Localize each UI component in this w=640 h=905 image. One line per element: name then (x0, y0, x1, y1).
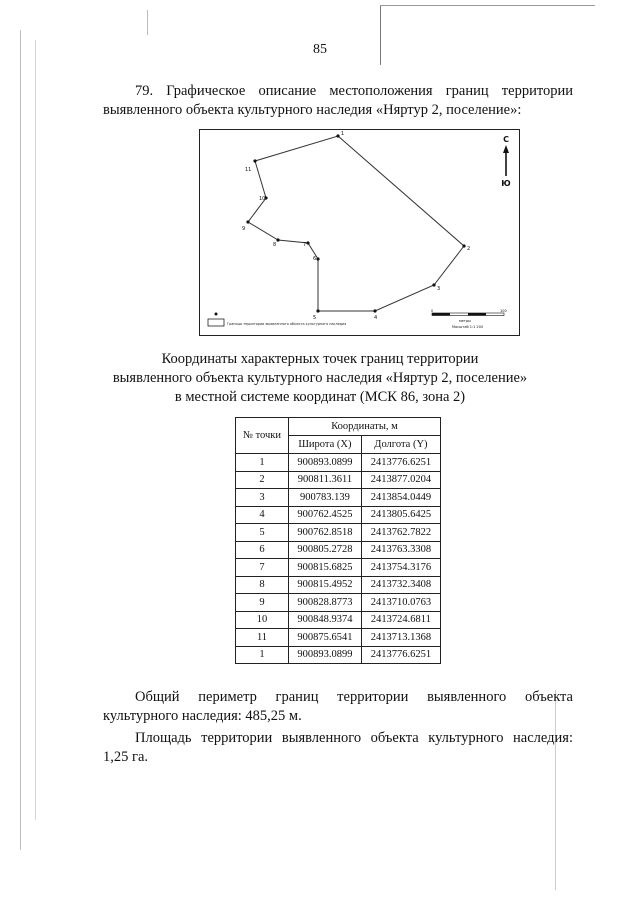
boundary-plan (199, 129, 520, 336)
north-arrow-icon (501, 135, 510, 188)
svg-text:Ю: Ю (501, 179, 511, 188)
cell-point-number: 5 (236, 524, 289, 542)
table-caption-line-3: в местной системе координат (МСК 86, зона 2) (174, 389, 466, 405)
scale-ratio-label: Масштаб 1:1 200 (452, 325, 484, 329)
cell-point-number: 11 (236, 629, 289, 647)
area-line-2: 1,25 га. (103, 749, 149, 765)
vertex-6 (316, 257, 319, 260)
svg-text:0: 0 (431, 309, 434, 313)
table-row (236, 629, 441, 647)
cell-longitude: 2413762.7822 (361, 524, 440, 542)
cell-latitude: 900805.2728 (289, 541, 362, 559)
vertex-label: 10 (259, 196, 266, 202)
cell-point-number: 10 (236, 611, 289, 629)
vertex-9 (246, 220, 249, 223)
table-caption (0, 350, 640, 407)
cell-longitude: 2413754.3176 (361, 559, 440, 577)
cell-latitude: 900815.4952 (289, 576, 362, 594)
perimeter-line-1: Общий периметр границ территории выявленного объекта (135, 689, 573, 705)
table-row (236, 524, 441, 542)
cell-longitude: 2413805.6425 (361, 506, 440, 524)
scale-bar (431, 309, 507, 329)
cell-latitude: 900875.6541 (289, 629, 362, 647)
table-row (236, 541, 441, 559)
scan-artifact-line (20, 30, 21, 850)
cell-point-number: 7 (236, 559, 289, 577)
table-row (236, 471, 441, 489)
svg-text:С: С (503, 135, 509, 144)
coordinates-table (235, 417, 441, 664)
vertex-3 (432, 283, 435, 286)
vertex-7 (306, 241, 309, 244)
section-heading-line-2: выявленного объекта культурного наследия «Няртур 2, поселение»: (103, 102, 522, 118)
table-row (236, 646, 441, 664)
cell-longitude: 2413713.1368 (361, 629, 440, 647)
vertex-4 (373, 309, 376, 312)
cell-point-number: 4 (236, 506, 289, 524)
boundary-vertices (246, 134, 465, 312)
cell-longitude: 2413732.3408 (361, 576, 440, 594)
cell-longitude: 2413724.6811 (361, 611, 440, 629)
header-point-number: № точки (236, 418, 289, 454)
cell-latitude: 900811.3611 (289, 471, 362, 489)
section-heading-line-1: 79. Графическое описание местоположения границ территории (135, 83, 573, 99)
vertex-label: 11 (245, 167, 252, 173)
cell-latitude: 900848.9374 (289, 611, 362, 629)
vertex-label: 2 (467, 246, 471, 252)
cell-longitude: 2413776.6251 (361, 646, 440, 664)
cell-latitude: 900828.8773 (289, 594, 362, 612)
legend-text: Граница территории выявленного объекта культурного наследия (227, 322, 347, 326)
scan-artifact-line (35, 40, 36, 820)
header-coordinates: Координаты, м (289, 418, 441, 436)
cell-point-number: 2 (236, 471, 289, 489)
vertex-11 (253, 159, 256, 162)
vertex-label: 4 (374, 315, 378, 321)
vertex-label: 3 (437, 286, 441, 292)
vertex-8 (276, 238, 279, 241)
table-row (236, 489, 441, 507)
vertex-label: 5 (313, 315, 317, 321)
cell-latitude: 900893.0899 (289, 454, 362, 472)
svg-text:100: 100 (500, 309, 507, 313)
header-longitude: Долгота (Y) (361, 436, 440, 454)
table-row (236, 594, 441, 612)
cell-point-number: 1 (236, 646, 289, 664)
table-caption-line-2: выявленного объекта культурного наследия «Няртур 2, поселение» (112, 370, 528, 386)
cell-latitude: 900762.8518 (289, 524, 362, 542)
table-caption-line-1: Координаты характерных точек границ территории (161, 351, 479, 367)
vertex-label: 7 (303, 242, 307, 248)
vertex-1 (336, 134, 339, 137)
cell-point-number: 1 (236, 454, 289, 472)
vertex-label: 8 (273, 242, 277, 248)
table-row (236, 559, 441, 577)
scale-unit-label: метры (459, 319, 471, 323)
boundary-polygon (248, 136, 464, 311)
vertex-label: 1 (341, 131, 345, 137)
cell-latitude: 900762.4525 (289, 506, 362, 524)
cell-point-number: 6 (236, 541, 289, 559)
cell-longitude: 2413776.6251 (361, 454, 440, 472)
cell-latitude: 900783.139 (289, 489, 362, 507)
scan-artifact-line (147, 10, 148, 35)
legend-symbol (208, 319, 224, 326)
scan-artifact-line (380, 5, 595, 6)
table-row (236, 506, 441, 524)
cell-latitude: 900815.6825 (289, 559, 362, 577)
header-latitude: Широта (X) (289, 436, 362, 454)
cell-point-number: 9 (236, 594, 289, 612)
vertex-5 (316, 309, 319, 312)
cell-point-number: 8 (236, 576, 289, 594)
table-row (236, 454, 441, 472)
page-number: 85 (313, 42, 327, 57)
cell-longitude: 2413877.0204 (361, 471, 440, 489)
cell-longitude: 2413710.0763 (361, 594, 440, 612)
vertex-label: 9 (242, 226, 246, 232)
cell-longitude: 2413854.0449 (361, 489, 440, 507)
vertex-2 (462, 244, 465, 247)
area-line-1: Площадь территории выявленного объекта культурного наследия: (135, 730, 573, 746)
cell-latitude: 900893.0899 (289, 646, 362, 664)
vertex-label: 6 (313, 256, 317, 262)
perimeter-line-2: культурного наследия: 485,25 м. (103, 708, 302, 724)
plan-legend (208, 313, 346, 327)
table-row (236, 576, 441, 594)
table-row (236, 611, 441, 629)
cell-point-number: 3 (236, 489, 289, 507)
cell-longitude: 2413763.3308 (361, 541, 440, 559)
